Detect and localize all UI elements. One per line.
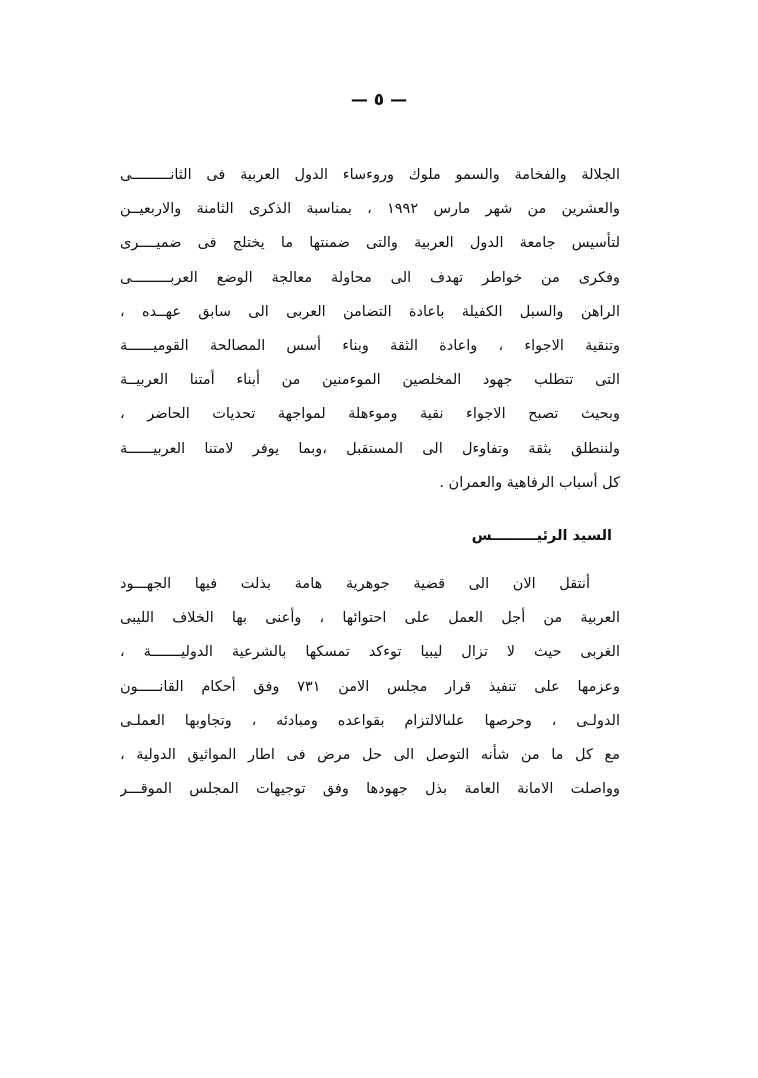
paragraph-2-line: الدولـى ، وحرصها علىالالتزام بقواعده ومبادئه ، وتجاوبها العملـى — [120, 712, 620, 729]
paragraph-2-line: العربية من أجل العمل على احتوائها ، وأعنى بها الخلاف الليبى — [120, 610, 620, 627]
paragraph-1-line: الجلالة والفخامة والسمو ملوك وروءساء الدول العربية فى الثانـــــــــى — [120, 167, 620, 183]
paragraph-1-line: وبحيث تصبح الاجواء نقية وموءهلة لمواجهة تحديات الحاضر ، — [120, 406, 620, 423]
paragraph-2-line: أنتقل الان الى قضية جوهرية هامة بذلت فيها الجهـــود — [120, 576, 590, 592]
paragraph-2-line: وعزمها على تنفيذ قرار مجلس الامن ٧٣١ وفق أحكام القانـــــون — [120, 678, 620, 695]
paragraph-1 — [120, 158, 620, 500]
paragraph-2-line: مع كل ما من شأنه التوصل الى حل مرض فى اطار المواثيق الدولية ، — [120, 746, 620, 763]
paragraph-1-line: لتأسيس جامعة الدول العربية والتى ضمنتها ما يختلج فى ضميــــرى — [120, 235, 620, 252]
paragraph-2 — [120, 567, 620, 806]
paragraph-1-line: والعشرين من شهر مارس ١٩٩٢ ، بمناسبة الذكرى الثامنة والاربعيــن — [120, 201, 620, 218]
paragraph-1-line: التى تتطلب جهود المخلصين الموءمنين من أبناء أمتنا العربيــة — [120, 372, 620, 389]
page-number: — ٥ — — [350, 90, 408, 110]
paragraph-1-line: ولننطلق بثقة وتفاوءل الى المستقبل ،وبما يوفر لامتنا العربيــــــة — [120, 440, 620, 457]
section-heading: السيد الرئيـــــــــس — [471, 528, 612, 544]
paragraph-1-line: وتنقية الاجواء ، واعادة الثقة وبناء أسس المصالحة القوميــــــة — [120, 337, 620, 354]
paragraph-2-line: وواصلت الامانة العامة بذل جهودها وفق توجيهات المجلس الموقـــر — [120, 781, 620, 798]
paragraph-1-line: وفكرى من خواطر تهدف الى محاولة معالجة الوضع العربـــــــــى — [120, 269, 620, 286]
paragraph-1-line: كل أسباب الرفاهية والعمران . — [439, 474, 620, 491]
paragraph-2-line: الغربى حيث لا تزال ليبيا توءكد تمسكها بالشرعية الدوليـــــــة ، — [120, 644, 620, 661]
paragraph-1-line: الراهن والسبل الكفيلة باعادة التضامن العربى الى سابق عهــده ، — [120, 303, 620, 320]
